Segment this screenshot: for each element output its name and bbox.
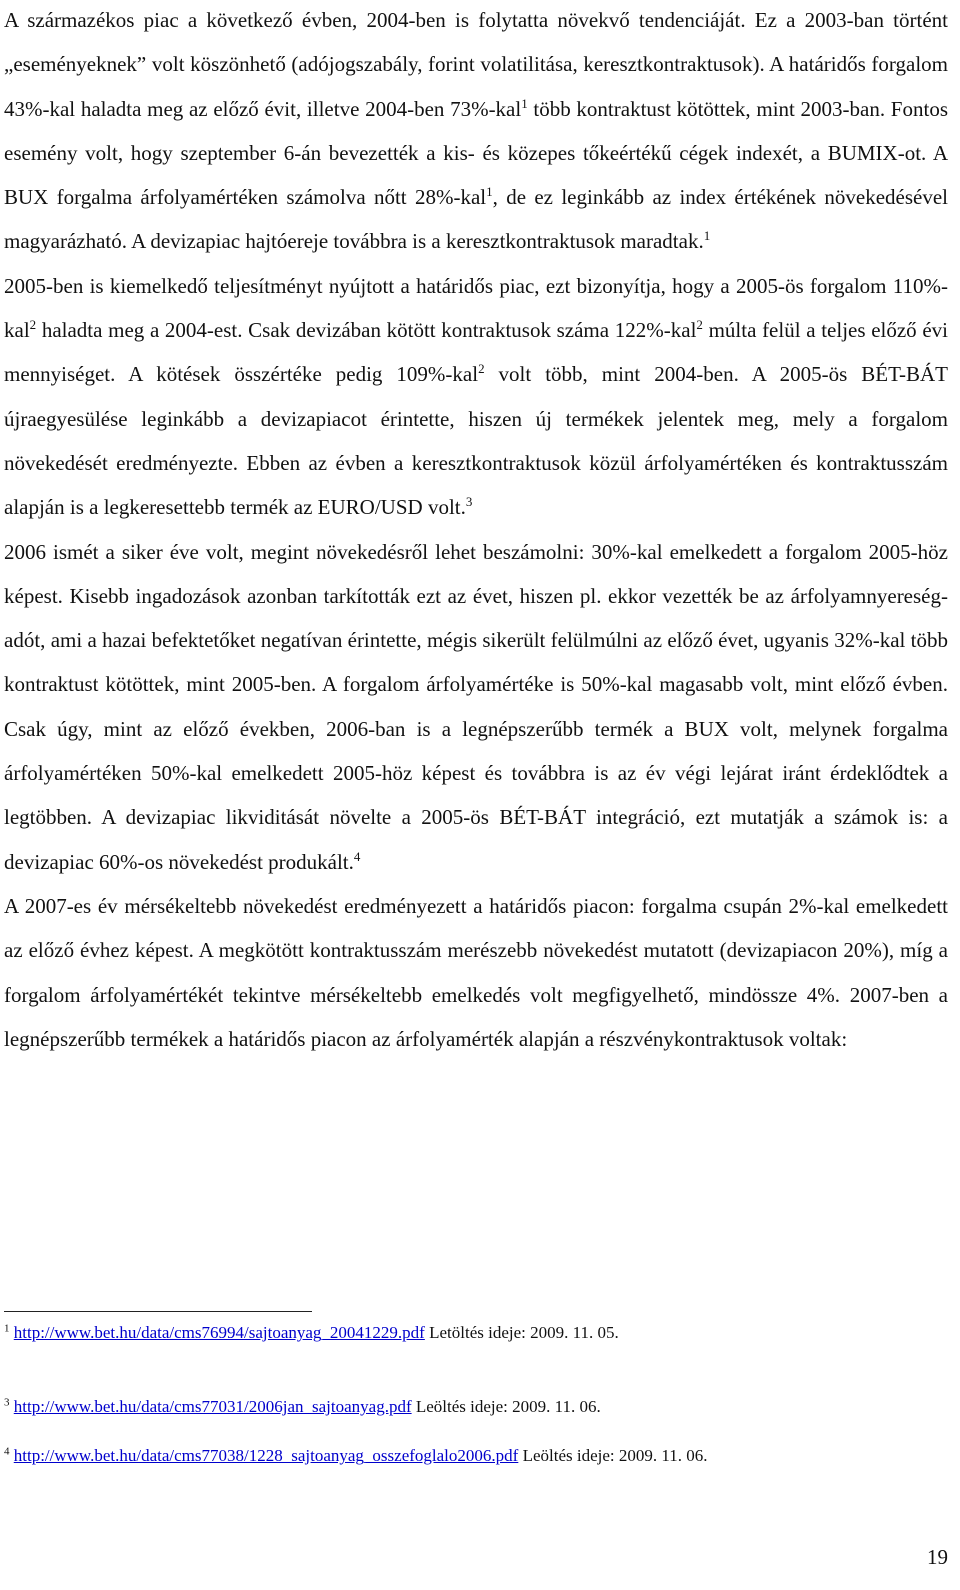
text-segment: A 2007-es év mérsékeltebb növekedést eredményezett a határidős piacon: forgalma csupán 2%-kal emelkedett az előző évhez képest. A megkötött kontraktusszám merészebb növekedést mutatott (devizapiacon 20%), míg a forgalom árfolyamértékét tekintve mérsékeltebb emelkedés volt megfigyelhető, mindössze 4%. 2007-ben a legnépszerűbb termékek a határidős piacon az árfolyamérték alapján a részvénykontraktusok voltak:	[4, 893, 948, 1051]
footnote-note: Leöltés ideje: 2009. 11. 06.	[411, 1397, 601, 1416]
footnote-number: 4	[4, 1445, 10, 1458]
text-segment: több kontraktust kötöttek, mint 2003-ban. Fontos esemény volt, hogy szeptember 6-án bevezették a kis- és közepes tőkeértékű cégek indexét, a BUMIX-ot. A BUX forgalma árfolyamértéken számolva nőtt 28%-kal	[4, 96, 948, 210]
text-segment: A származékos piac a következő évben, 2004-ben is folytatta növekvő tendenciáját. Ez a 2003-ban történt „eseményeknek” volt köszönhető (adójogszabály, forint volatilitása, keresztkontraktusok). A határidős forgalom 43%-kal haladta meg az előző évit, illetve 2004-ben 73%-kal	[4, 8, 948, 121]
footnote-ref[interactable]: 2	[29, 317, 37, 333]
paragraph-2007	[4, 884, 948, 1061]
footnote-1	[4, 1322, 619, 1344]
footnote-note: Letöltés ideje: 2009. 11. 05.	[424, 1323, 619, 1342]
text-segment: 2005-ben is kiemelkedő teljesítményt nyújtott a határidős piac, ezt bizonyítja, hogy a 2005-ös forgalom 110%-kal	[4, 273, 948, 343]
page-number: 19	[927, 1545, 948, 1569]
footnote-divider	[4, 1311, 312, 1312]
paragraph-2004	[4, 0, 948, 264]
text-segment: haladta meg a 2004-est. Csak devizában kötött kontraktusok száma 122%-kal	[36, 318, 697, 343]
footnote-ref[interactable]: 1	[703, 228, 711, 244]
paragraph-2006	[4, 530, 948, 884]
footnote-link[interactable]: http://www.bet.hu/data/cms76994/sajtoanyag_20041229.pdf	[13, 1323, 425, 1342]
text-segment: múlta felül a teljes előző évi mennyiséget. A kötések összértéke pedig 109%-kal	[4, 318, 948, 387]
footnote-ref[interactable]: 3	[465, 494, 473, 510]
text-segment: 2006 ismét a siker éve volt, megint növekedésről lehet beszámolni: 30%-kal emelkedett a forgalom 2005-höz képest. Kisebb ingadozások azonban tarkították ezt az évet, hiszen pl. ekkor vezették be az árfolyamnyereség-adót, ami a hazai befektetőket negatívan érintette, mégis sikerült felülmúlni az előző évet, ugyanis 32%-kal több kontraktust kötöttek, mint 2005-ben. A forgalom árfolyamértéke is 50%-kal magasabb volt, mint előző évben. Csak úgy, mint az előző években, 2006-ban is a legnépszerűbb termék a BUX volt, melynek forgalma árfolyamértéken 50%-kal emelkedett 2005-höz képest és továbbra is az év végi lejárat iránt érdeklődtek a legtöbben. A devizapiac likviditását növelte a 2005-ös BÉT-BÁT integráció, ezt mutatják a számok is: a devizapiac 60%-os növekedést produkált.	[4, 539, 948, 874]
footnote-link[interactable]: http://www.bet.hu/data/cms77038/1228_sajtoanyag_osszefoglalo2006.pdf	[13, 1446, 519, 1465]
footnote-ref[interactable]: 4	[353, 848, 361, 864]
body-text	[4, 0, 948, 1061]
footnote-number: 1	[4, 1322, 10, 1335]
footnote-3	[4, 1396, 601, 1418]
footnote-ref[interactable]: 2	[696, 317, 703, 333]
footnote-link[interactable]: http://www.bet.hu/data/cms77031/2006jan_sajtoanyag.pdf	[13, 1397, 412, 1416]
footnote-note: Leöltés ideje: 2009. 11. 06.	[518, 1446, 708, 1465]
text-segment: , de ez leginkább az index értékének növekedésével magyarázható. A devizapiac hajtóereje továbbra is a keresztkontraktusok maradtak.	[4, 185, 948, 254]
footnote-number: 3	[4, 1396, 10, 1409]
text-segment: volt több, mint 2004-ben. A 2005-ös BÉT-BÁT újraegyesülése leginkább a devizapiacot érintette, hiszen új termékek jelentek meg, mely a forgalom növekedését eredményezte. Ebben az évben a keresztkontraktusok közül árfolyamértéken és kontraktusszám alapján is a legkeresettebb termék az EURO/USD volt.	[4, 362, 949, 520]
footnote-4	[4, 1445, 708, 1467]
paragraph-2005	[4, 264, 948, 530]
footnote-ref[interactable]: 2	[478, 361, 485, 377]
footnote-ref[interactable]: 1	[521, 95, 528, 111]
footnote-ref[interactable]: 1	[486, 184, 493, 200]
